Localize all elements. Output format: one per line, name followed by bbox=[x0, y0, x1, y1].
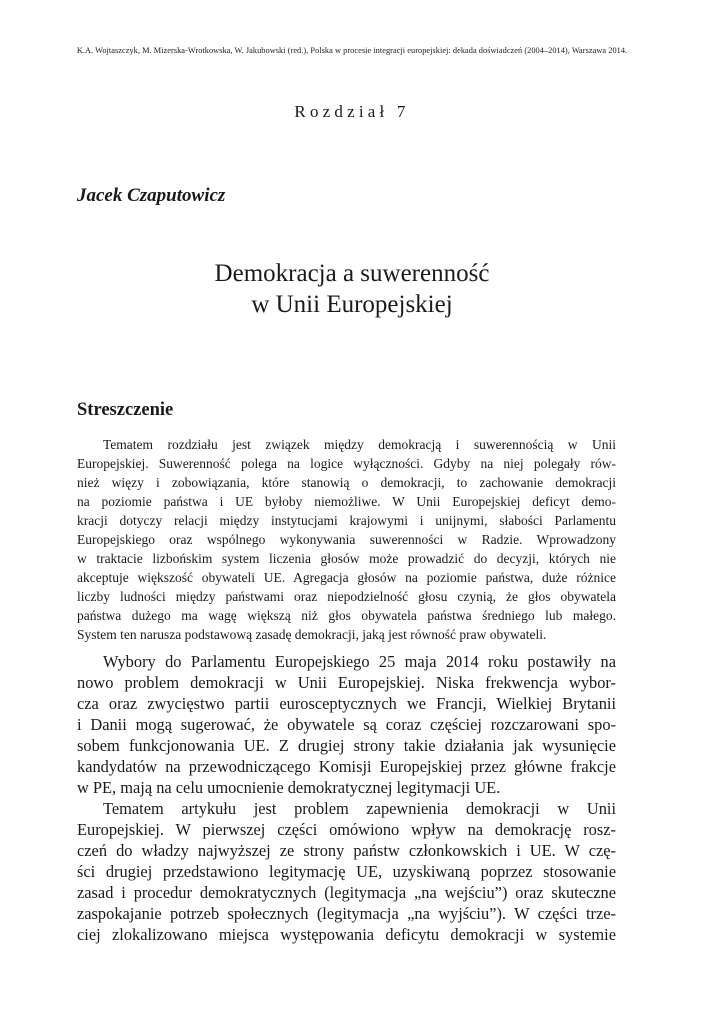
body-line: ciej zlokalizowano miejsca występowania deficytu demokracji w systemie bbox=[77, 925, 616, 944]
body-line: ści drugiej przedstawiono legitymację UE, uzyskiwaną poprzez stosowanie bbox=[77, 862, 616, 881]
abstract-line: kracji dotyczy relacji między instytucjami krajowymi i unijnymi, słabości Parlamentu bbox=[77, 513, 616, 528]
abstract-line: państwa dużego ma wagę większą niż głos obywatela państwa średniego lub małego. bbox=[77, 608, 616, 623]
body-line: czeń do władzy najwyższej ze strony państw członkowskich i UE. W czę- bbox=[77, 841, 616, 860]
abstract-line: liczby ludności między państwami oraz niepodzielność głosu czynią, że głos obywatela bbox=[77, 589, 616, 604]
chapter-title bbox=[0, 258, 704, 320]
abstract-line: na poziomie państwa i UE byłoby niemożliwe. W Unii Europejskiej deficyt demo- bbox=[77, 494, 616, 509]
body-line: i Danii mogą sugerować, że obywatele są coraz częściej rozczarowani spo- bbox=[77, 715, 616, 734]
body-line: w PE, mają na celu umocnienie demokratycznej legitymacji UE. bbox=[77, 778, 501, 797]
body-line: Wybory do Parlamentu Europejskiego 25 maja 2014 roku postawiły na bbox=[103, 652, 616, 671]
abstract-line: nież więzy i zobowiązania, które stanowią o demokracji, to zachowanie demokracji bbox=[77, 475, 616, 490]
abstract-line: Europejskiej. Suwerenność polega na logice wyłączności. Gdyby na niej polegały rów- bbox=[77, 456, 616, 471]
body-line: sobem funkcjonowania UE. Z drugiej strony takie działania jak wysunięcie bbox=[77, 736, 616, 755]
body-line: kandydatów na przewodniczącego Komisji Europejskiej przez główne frakcje bbox=[77, 757, 616, 776]
author-name: Jacek Czaputowicz bbox=[77, 185, 226, 206]
abstract-line: Europejskiego oraz wspólnego wykonywania suwerenności w Radzie. Wprowadzony bbox=[77, 532, 616, 547]
body-line: Europejskiej. W pierwszej części omówiono wpływ na demokrację rosz- bbox=[77, 820, 616, 839]
body-line: nowo problem demokracji w Unii Europejskiej. Niska frekwencja wybor- bbox=[77, 673, 616, 692]
abstract-line: akceptuje większość obywateli UE. Agregacja głosów na poziomie państwa, duże różnice bbox=[77, 570, 616, 585]
running-header: K.A. Wojtaszczyk, M. Mizerska-Wrotkowska, W. Jakubowski (red.), Polska w procesie integracji europejskiej: dekada doświadczeń (2004–2014), Warszawa 2014. bbox=[76, 46, 628, 55]
abstract-line: Tematem rozdziału jest związek między demokracją i suwerennością w Unii bbox=[103, 437, 616, 452]
abstract-line: w traktacie lizbońskim system liczenia głosów może prowadzić do decyzji, których nie bbox=[77, 551, 616, 566]
body-line: zaspokajanie potrzeb społecznych (legitymacja „na wyjściu”). W części trze- bbox=[77, 904, 616, 923]
chapter-label: Rozdział 7 bbox=[294, 102, 410, 121]
body-line: zasad i procedur demokratycznych (legitymacja „na wejściu”) oraz skuteczne bbox=[77, 883, 616, 902]
title-line-1: Demokracja a suwerenność bbox=[214, 260, 490, 287]
abstract-line: System ten narusza podstawową zasadę demokracji, jaką jest równość praw obywateli. bbox=[77, 627, 547, 642]
title-line-2: w Unii Europejskiej bbox=[251, 291, 453, 318]
abstract-heading: Streszczenie bbox=[77, 400, 174, 420]
body-line: Tematem artykułu jest problem zapewnienia demokracji w Unii bbox=[103, 799, 616, 818]
body-line: cza oraz zwycięstwo partii eurosceptycznych we Francji, Wielkiej Brytanii bbox=[77, 694, 616, 713]
